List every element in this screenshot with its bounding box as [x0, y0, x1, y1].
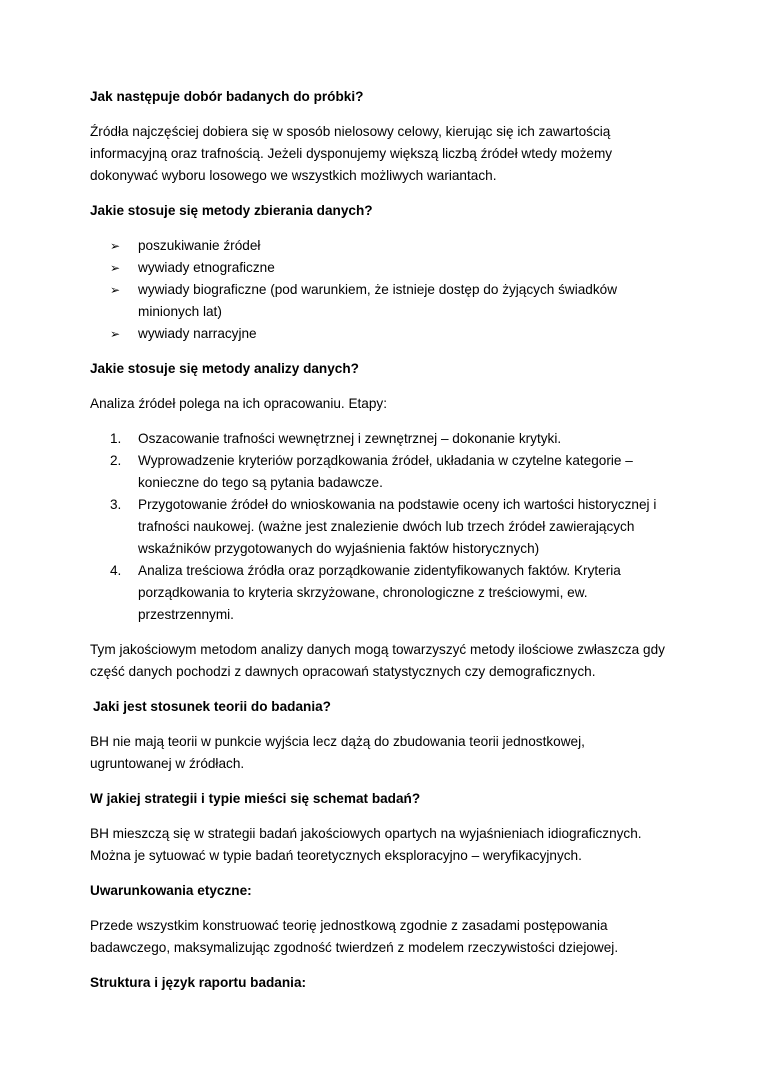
- heading-ethics: Uwarunkowania etyczne:: [90, 883, 252, 898]
- arrow-bullet-icon: ➢: [110, 327, 121, 341]
- arrow-bullet-icon: ➢: [110, 283, 121, 297]
- list-item: 2. Wyprowadzenie kryteriów porządkowania źródeł, układania w czytelne kategorie – konieczne do tego są pytania badawcze.: [90, 450, 670, 494]
- step-number: 3.: [110, 497, 122, 512]
- list-item: ➢ wywiady narracyjne: [90, 323, 670, 345]
- list-item: ➢ wywiady etnograficzne: [90, 257, 670, 279]
- arrow-bullet-icon: ➢: [110, 239, 121, 253]
- heading-report-structure: Struktura i język raportu badania:: [90, 975, 307, 990]
- list-item: 1. Oszacowanie trafności wewnętrznej i zewnętrznej – dokonanie krytyki.: [90, 428, 670, 450]
- list-item: 3. Przygotowanie źródeł do wnioskowania na podstawie oceny ich wartości historycznej i trafności naukowej. (ważne jest znalezienie dwóch lub trzech źródeł zawierających wskaźników przygotowanych do wyjaśnienia faktów historycznych): [90, 494, 670, 560]
- heading-theory-relation: Jaki jest stosunek teorii do badania?: [93, 699, 331, 714]
- paragraph-sample-selection: Źródła najczęściej dobiera się w sposób nielosowy celowy, kierując się ich zawartością informacyjną oraz trafnością. Jeżeli dysponujemy większą liczbą źródeł wtedy możemy dokonywać wyboru losowego we wszystkich możliwych wariantach.: [90, 124, 613, 183]
- heading-strategy-type: W jakiej strategii i typie mieści się schemat badań?: [90, 791, 421, 806]
- heading-data-analysis: Jakie stosuje się metody analizy danych?: [90, 361, 359, 376]
- paragraph-analysis-intro: Analiza źródeł polega na ich opracowaniu. Etapy:: [90, 396, 387, 411]
- paragraph-analysis-outro: Tym jakościowym metodom analizy danych mogą towarzyszyć metody ilościowe zwłaszcza gdy część danych pochodzi z dawnych opracowań statystycznych czy demograficznych.: [90, 642, 665, 679]
- arrow-bullet-icon: ➢: [110, 261, 121, 275]
- step-number: 1.: [110, 431, 122, 446]
- list-item: ➢ poszukiwanie źródeł: [90, 235, 670, 257]
- step-number: 4.: [110, 563, 122, 578]
- paragraph-ethics: Przede wszystkim konstruować teorię jednostkową zgodnie z zasadami postępowania badawczego, maksymalizując zgodność twierdzeń z modelem rzeczywistości dziejowej.: [90, 918, 619, 955]
- data-collection-list: [90, 235, 670, 345]
- list-item: 4. Analiza treściowa źródła oraz porządkowanie zidentyfikowanych faktów. Kryteria porządkowania to kryteria skrzyżowane, chronologiczne z treściowymi, ew. przestrzennymi.: [90, 560, 670, 626]
- heading-data-collection: Jakie stosuje się metody zbierania danych?: [90, 203, 373, 218]
- paragraph-theory-relation: BH nie mają teorii w punkcie wyjścia lecz dążą do zbudowania teorii jednostkowej, ugruntowanej w źródłach.: [90, 734, 585, 771]
- paragraph-strategy-type: BH mieszczą się w strategii badań jakościowych opartych na wyjaśnieniach idiograficznych. Można je sytuować w typie badań teoretycznych eksploracyjno – weryfikacyjnych.: [90, 826, 642, 863]
- analysis-steps-list: [90, 428, 670, 626]
- step-number: 2.: [110, 453, 122, 468]
- document-page: [90, 86, 670, 1007]
- list-item: ➢ wywiady biograficzne (pod warunkiem, że istnieje dostęp do żyjących świadków minionych lat): [90, 279, 670, 323]
- heading-sample-selection: Jak następuje dobór badanych do próbki?: [90, 89, 364, 104]
